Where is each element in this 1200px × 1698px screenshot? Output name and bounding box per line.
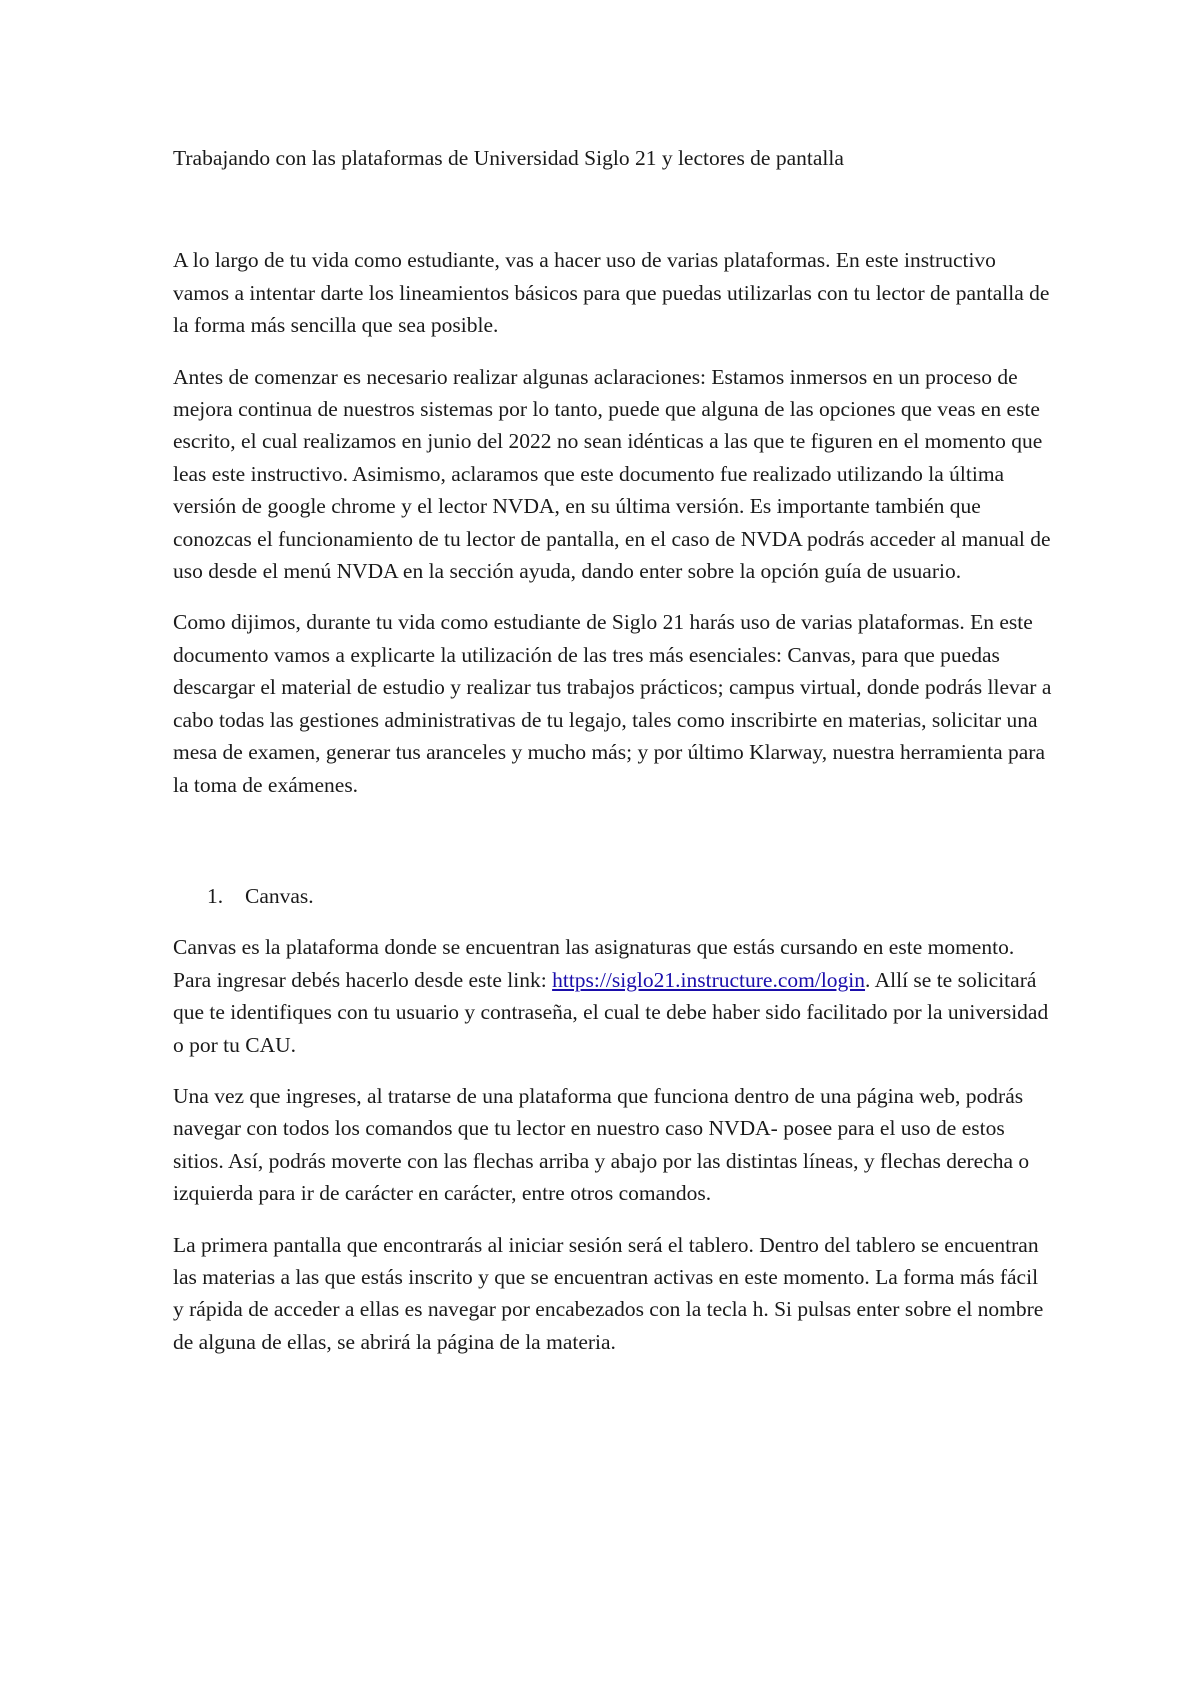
canvas-paragraph-1	[173, 931, 1053, 1061]
intro-paragraph-3: Como dijimos, durante tu vida como estudiante de Siglo 21 harás uso de varias plataformas. En este documento vamos a explicarte la utilización de las tres más esenciales: Canvas, para que puedas descargar el material de estudio y realizar tus trabajos prácticos; campus virtual, donde podrás llevar a cabo todas las gestiones administrativas de tu legajo, tales como inscribirte en materias, solicitar una mesa de examen, generar tus aranceles y mucho más; y por último Klarway, nuestra herramienta para la toma de exámenes.	[173, 610, 1052, 797]
section-title: Canvas.	[245, 883, 314, 908]
section-heading-canvas	[173, 880, 1053, 912]
document-title: Trabajando con las plataformas de Universidad Siglo 21 y lectores de pantalla	[173, 146, 844, 170]
canvas-text-after-link: . Allí se te solicitará que te identifiques con tu usuario y contraseña, el cual te debe haber sido facilitado por la universidad o por tu CAU.	[173, 967, 1049, 1057]
canvas-paragraph-2: Una vez que ingreses, al tratarse de una plataforma que funciona dentro de una página web, podrás navegar con todos los comandos que tu lector en nuestro caso NVDA- posee para el uso de estos sitios. Así, podrás moverte con las flechas arriba y abajo por las distintas líneas, y flechas derecha o izquierda para ir de carácter en carácter, entre otros comandos.	[173, 1083, 1030, 1206]
canvas-text-before-link: Canvas es la plataforma donde se encuentran las asignaturas que estás cursando en este momento. Para ingresar debés hacerlo desde este link:	[173, 935, 1015, 992]
section-number: 1.	[207, 883, 224, 908]
document-body	[173, 142, 1053, 1377]
login-link[interactable]: https://siglo21.instructure.com/login	[552, 967, 866, 992]
intro-paragraph-2: Antes de comenzar es necesario realizar algunas aclaraciones: Estamos inmersos en un proceso de mejora continua de nuestros sistemas por lo tanto, puede que alguna de las opciones que veas en este escrito, el cual realizamos en junio del 2022 no sean idénticas a las que te figuren en el momento que leas este instructivo. Asimismo, aclaramos que este documento fue realizado utilizando la última versión de google chrome y el lector NVDA, en su última versión. Es importante también que conozcas el funcionamiento de tu lector de pantalla, en el caso de NVDA podrás acceder al manual de uso desde el menú NVDA en la sección ayuda, dando enter sobre la opción guía de usuario.	[173, 364, 1051, 584]
intro-paragraph-1: A lo largo de tu vida como estudiante, vas a hacer uso de varias plataformas. En este instructivo vamos a intentar darte los lineamientos básicos para que puedas utilizarlas con tu lector de pantalla de la forma más sencilla que sea posible.	[173, 248, 1050, 338]
section-spacer	[173, 820, 1053, 880]
canvas-paragraph-3: La primera pantalla que encontrarás al iniciar sesión será el tablero. Dentro del tablero se encuentran las materias a las que estás inscrito y que se encuentran activas en este momento. La forma más fácil y rápida de acceder a ellas es navegar por encabezados con la tecla h. Si pulsas enter sobre el nombre de alguna de ellas, se abrirá la página de la materia.	[173, 1232, 1044, 1354]
